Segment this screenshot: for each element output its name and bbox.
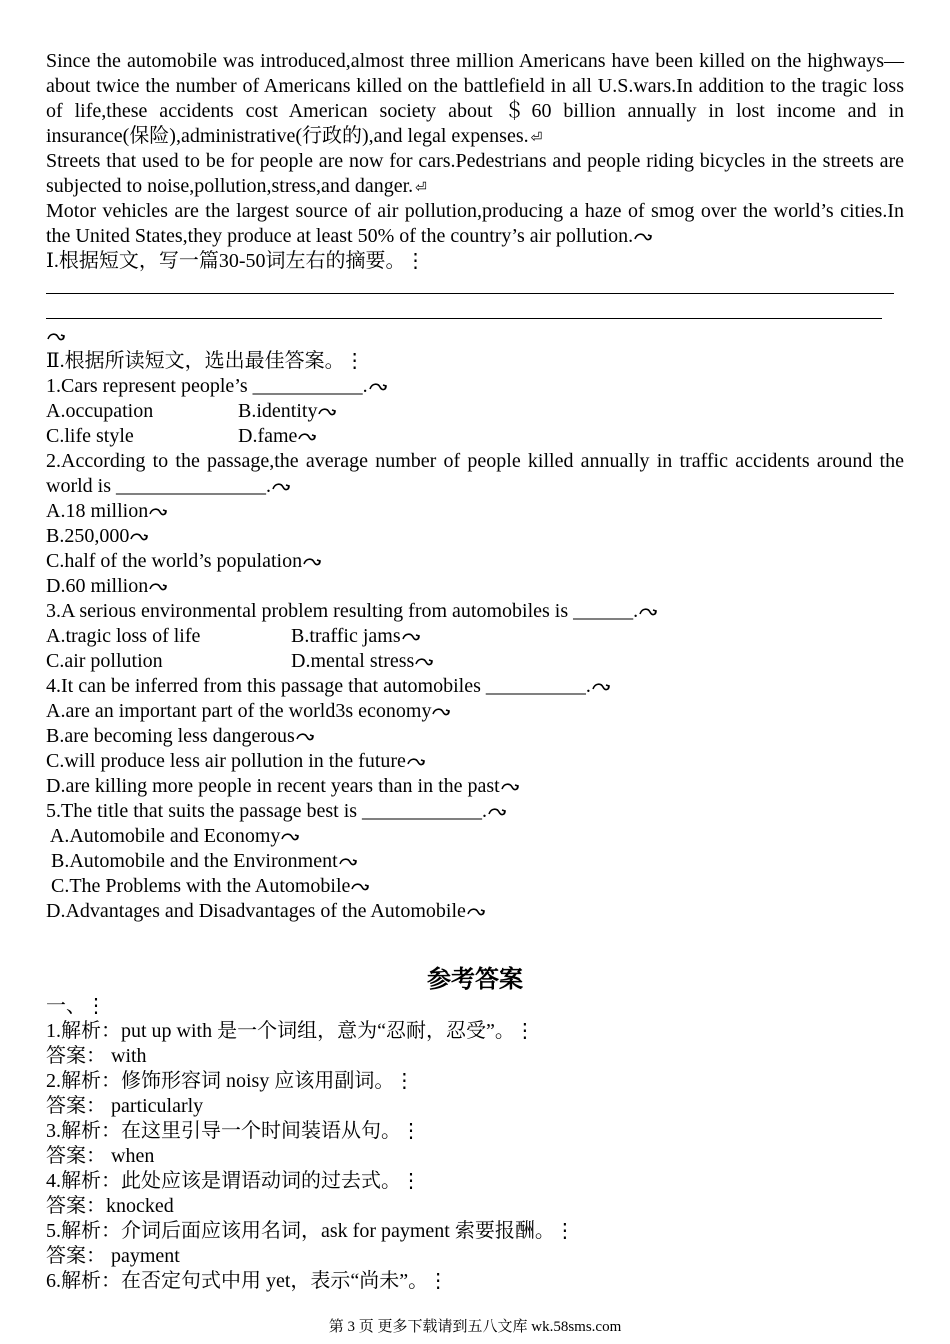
- answer-explanation: 6.解析：在否定句式中用 yet，表示“尚未”。⋮: [46, 1270, 449, 1292]
- option[interactable]: C.half of the world’s population: [46, 549, 904, 574]
- question-list: [46, 374, 904, 924]
- return-mark-icon: [46, 330, 66, 344]
- return-mark-icon: [633, 230, 653, 244]
- answers-title: 参考答案: [427, 965, 523, 993]
- option[interactable]: A.Automobile and Economy: [46, 824, 904, 849]
- answer-line-2[interactable]: [46, 299, 904, 324]
- option[interactable]: A.tragic loss of life: [46, 625, 201, 647]
- return-mark-icon: [401, 630, 421, 644]
- answer-list: [46, 1019, 904, 1294]
- answer-value: 答案： payment: [46, 1245, 180, 1267]
- answer-value: 答案：knocked: [46, 1195, 174, 1217]
- option[interactable]: B.identity: [238, 400, 318, 422]
- option[interactable]: B.250,000: [46, 524, 904, 549]
- answers-section-label: 一、⋮: [46, 995, 106, 1017]
- return-mark-icon: [271, 480, 291, 494]
- option-row: [46, 624, 904, 649]
- option[interactable]: D.60 million: [46, 574, 904, 599]
- passage-paragraph-1: Since the automobile was introduced,almost three million Americans have been killed on the highways—about twice the number of Americans killed on the battlefield in all U.S.wars.In addition to the tragic loss of life,these accidents cost American society about ＄60 billion annually in lost income and in insurance(保险),administrative(行政的),and legal expenses. ⏎: [46, 50, 904, 147]
- paragraph-mark-icon: ⏎: [415, 181, 427, 196]
- return-mark-icon: [338, 855, 358, 869]
- option[interactable]: D.are killing more people in recent years than in the past: [46, 774, 904, 799]
- return-mark-icon: [148, 580, 168, 594]
- empty-line: [46, 324, 904, 349]
- return-mark-icon: [148, 505, 168, 519]
- question-stem: 5.The title that suits the passage best is ____________.: [46, 799, 904, 824]
- return-mark-icon: [406, 755, 426, 769]
- page-footer: 第 3 页 更多下载请到五八文库 wk.58sms.com: [328, 1319, 622, 1335]
- part2-heading: Ⅱ.根据所读短文，选出最佳答案。⋮: [46, 350, 365, 372]
- option[interactable]: D.mental stress: [291, 650, 415, 672]
- option[interactable]: D.fame: [238, 425, 298, 447]
- answer-explanation: 1.解析：put up with 是一个词组，意为“忍耐，忍受”。⋮: [46, 1020, 535, 1042]
- answer-explanation: 5.解析：介词后面应该用名词，ask for payment 索要报酬。⋮: [46, 1220, 575, 1242]
- answer-explanation: 3.解析：在这里引导一个时间装语从句。⋮: [46, 1120, 421, 1142]
- answer-explanation: 4.解析：此处应该是谓语动词的过去式。⋮: [46, 1170, 421, 1192]
- part1-heading: Ⅰ.根据短文，写一篇30-50词左右的摘要。⋮: [46, 250, 426, 272]
- return-mark-icon: [129, 530, 149, 544]
- option[interactable]: A.18 million: [46, 499, 904, 524]
- return-mark-icon: [431, 705, 451, 719]
- return-mark-icon: [500, 780, 520, 794]
- option[interactable]: C.will produce less air pollution in the future: [46, 749, 904, 774]
- option[interactable]: C.life style: [46, 425, 134, 447]
- return-mark-icon: [350, 880, 370, 894]
- passage-paragraph-2: Streets that used to be for people are now for cars.Pedestrians and people riding bicycles in the streets are subjected to noise,pollution,stress,and danger. ⏎: [46, 150, 904, 197]
- return-mark-icon: [414, 655, 434, 669]
- question-stem: 2.According to the passage,the average number of people killed annually in traffic accidents around the world is _______________.: [46, 450, 904, 497]
- question-stem: 3.A serious environmental problem resulting from automobiles is ______.: [46, 599, 904, 624]
- passage-paragraph-3: Motor vehicles are the largest source of air pollution,producing a haze of smog over the world’s cities.In the United States,they produce at least 50% of the country’s air pollution.: [46, 200, 904, 247]
- option[interactable]: B.Automobile and the Environment: [46, 849, 904, 874]
- return-mark-icon: [591, 680, 611, 694]
- option[interactable]: A.occupation: [46, 400, 154, 422]
- answer-value: 答案： particularly: [46, 1095, 204, 1117]
- option[interactable]: D.Advantages and Disadvantages of the Automobile: [46, 899, 904, 924]
- return-mark-icon: [295, 730, 315, 744]
- answer-value: 答案： when: [46, 1145, 155, 1167]
- option[interactable]: A.are an important part of the world3s economy: [46, 699, 904, 724]
- option-row: [46, 424, 904, 449]
- return-mark-icon: [317, 405, 337, 419]
- paragraph-mark-icon: ⏎: [530, 131, 543, 146]
- answer-value: 答案： with: [46, 1045, 147, 1067]
- document-page: [46, 49, 904, 1294]
- return-mark-icon: [466, 905, 486, 919]
- option[interactable]: C.The Problems with the Automobile: [46, 874, 904, 899]
- answer-explanation: 2.解析：修饰形容词 noisy 应该用副词。⋮: [46, 1070, 415, 1092]
- option[interactable]: C.air pollution: [46, 650, 163, 672]
- question-stem: 4.It can be inferred from this passage that automobiles __________.: [46, 674, 904, 699]
- return-mark-icon: [638, 605, 658, 619]
- option[interactable]: B.traffic jams: [291, 625, 401, 647]
- answer-line-1[interactable]: [46, 274, 904, 299]
- option-row: [46, 649, 904, 674]
- return-mark-icon: [280, 830, 300, 844]
- return-mark-icon: [302, 555, 322, 569]
- return-mark-icon: [487, 805, 507, 819]
- option-row: [46, 399, 904, 424]
- return-mark-icon: [368, 380, 388, 394]
- option[interactable]: B.are becoming less dangerous: [46, 724, 904, 749]
- question-stem: 1.Cars represent people’s ___________.: [46, 374, 904, 399]
- return-mark-icon: [297, 430, 317, 444]
